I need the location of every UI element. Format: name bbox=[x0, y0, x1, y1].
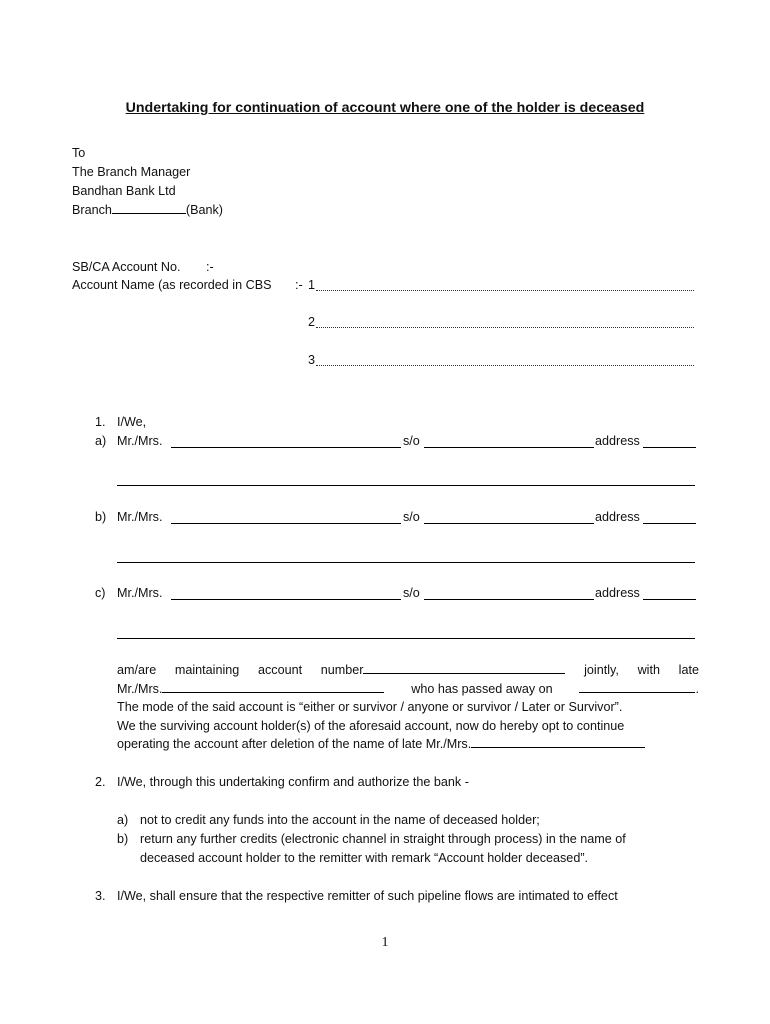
account-number-field bbox=[321, 661, 566, 680]
para-line-1 bbox=[117, 661, 699, 680]
branch-prefix: Branch bbox=[72, 203, 112, 217]
address-bank: Bandhan Bank Ltd bbox=[72, 184, 176, 198]
para-word: late bbox=[678, 663, 699, 677]
item-2a-letter: a) bbox=[117, 813, 129, 827]
address-manager: The Branch Manager bbox=[72, 165, 191, 179]
item-1-number: 1. bbox=[95, 415, 106, 429]
item-2b-line-1: return any further credits (electronic channel in straight through process) in the name of bbox=[140, 832, 626, 846]
holder-c-address-label: address bbox=[595, 586, 640, 600]
account-number-blank[interactable] bbox=[363, 661, 565, 674]
address-to: To bbox=[72, 146, 86, 160]
account-name-entry-2-num: 2 bbox=[308, 315, 316, 329]
account-no-sep: :- bbox=[206, 260, 214, 274]
branch-blank[interactable] bbox=[112, 201, 186, 214]
holder-b-father-blank[interactable] bbox=[424, 523, 594, 524]
holder-a-so-label: s/o bbox=[403, 434, 420, 448]
item-2b-line-2: deceased account holder to the remitter with remark “Account holder deceased”. bbox=[140, 851, 589, 865]
item-2-text: I/We, through this undertaking confirm and authorize the bank - bbox=[117, 775, 469, 789]
death-date-field bbox=[579, 680, 699, 699]
para-word: operating the account after deletion of the name of late Mr./Mrs. bbox=[117, 737, 472, 752]
holder-a-address-label: address bbox=[595, 434, 640, 448]
page-number: 1 bbox=[381, 935, 389, 950]
deceased-name-field bbox=[117, 680, 384, 699]
holder-b-address-line[interactable] bbox=[117, 562, 695, 563]
holder-b-mr-label: Mr./Mrs. bbox=[117, 510, 163, 524]
holder-b-address-blank[interactable] bbox=[643, 523, 696, 524]
continuation-paragraph bbox=[117, 661, 699, 754]
para-word: Mr./Mrs. bbox=[117, 681, 163, 696]
holder-a-address-blank[interactable] bbox=[643, 447, 696, 448]
para-word: who has passed away on bbox=[411, 681, 553, 696]
deceased-name-blank[interactable] bbox=[162, 680, 384, 693]
account-name-label: Account Name (as recorded in CBS bbox=[72, 278, 272, 292]
holder-a-name-blank[interactable] bbox=[171, 447, 401, 448]
holder-b-address-label: address bbox=[595, 510, 640, 524]
account-no-label: SB/CA Account No. bbox=[72, 260, 181, 274]
account-name-entry-1-blank[interactable] bbox=[316, 290, 694, 291]
holder-c-so-label: s/o bbox=[403, 586, 420, 600]
holder-c-mr-label: Mr./Mrs. bbox=[117, 586, 163, 600]
item-2-number: 2. bbox=[95, 775, 106, 789]
holder-a-letter: a) bbox=[95, 434, 107, 448]
holder-c-father-blank[interactable] bbox=[424, 599, 594, 600]
item-3-text: I/We, shall ensure that the respective remitter of such pipeline flows are intimated to effect bbox=[117, 889, 618, 903]
para-line-5 bbox=[117, 735, 699, 754]
para-word: jointly, bbox=[584, 663, 619, 677]
item-1-intro: I/We, bbox=[117, 415, 147, 429]
holder-a-father-blank[interactable] bbox=[424, 447, 594, 448]
holder-c-letter: c) bbox=[95, 586, 106, 600]
para-line-3: The mode of the said account is “either or survivor / anyone or survivor / Later or Survivor”. bbox=[117, 700, 623, 715]
account-name-entry-3-blank[interactable] bbox=[316, 365, 694, 366]
address-branch bbox=[72, 201, 223, 220]
account-name-entry-1-num: 1 bbox=[308, 278, 316, 292]
item-2a-text: not to credit any funds into the account in the name of deceased holder; bbox=[140, 813, 540, 827]
holder-b-so-label: s/o bbox=[403, 510, 420, 524]
branch-suffix: (Bank) bbox=[185, 203, 223, 217]
para-word: account bbox=[257, 663, 303, 677]
account-name-sep: :- bbox=[295, 278, 303, 292]
para-line-4: We the surviving account holder(s) of the aforesaid account, now do hereby opt to continue bbox=[117, 718, 625, 733]
holder-c-name-blank[interactable] bbox=[171, 599, 401, 600]
holder-a-address-line[interactable] bbox=[117, 485, 695, 486]
para-line-2 bbox=[117, 680, 699, 699]
holder-a-mr-label: Mr./Mrs. bbox=[117, 434, 163, 448]
para-word: with bbox=[637, 663, 660, 677]
holder-c-address-blank[interactable] bbox=[643, 599, 696, 600]
holder-c-address-line[interactable] bbox=[117, 638, 695, 639]
late-holder-name-blank[interactable] bbox=[471, 735, 645, 748]
holder-b-letter: b) bbox=[95, 510, 107, 524]
holder-b-name-blank[interactable] bbox=[171, 523, 401, 524]
para-word: maintaining bbox=[174, 663, 240, 677]
item-3-number: 3. bbox=[95, 889, 106, 903]
death-date-blank[interactable] bbox=[579, 680, 695, 693]
para-word: am/are bbox=[117, 663, 157, 677]
document-title: Undertaking for continuation of account where one of the holder is deceased bbox=[125, 100, 645, 116]
para-word: number bbox=[320, 663, 364, 677]
account-name-entry-3-num: 3 bbox=[308, 353, 316, 367]
para-word: . bbox=[695, 681, 699, 696]
account-name-entry-2-blank[interactable] bbox=[316, 327, 694, 328]
item-2b-letter: b) bbox=[117, 832, 129, 846]
